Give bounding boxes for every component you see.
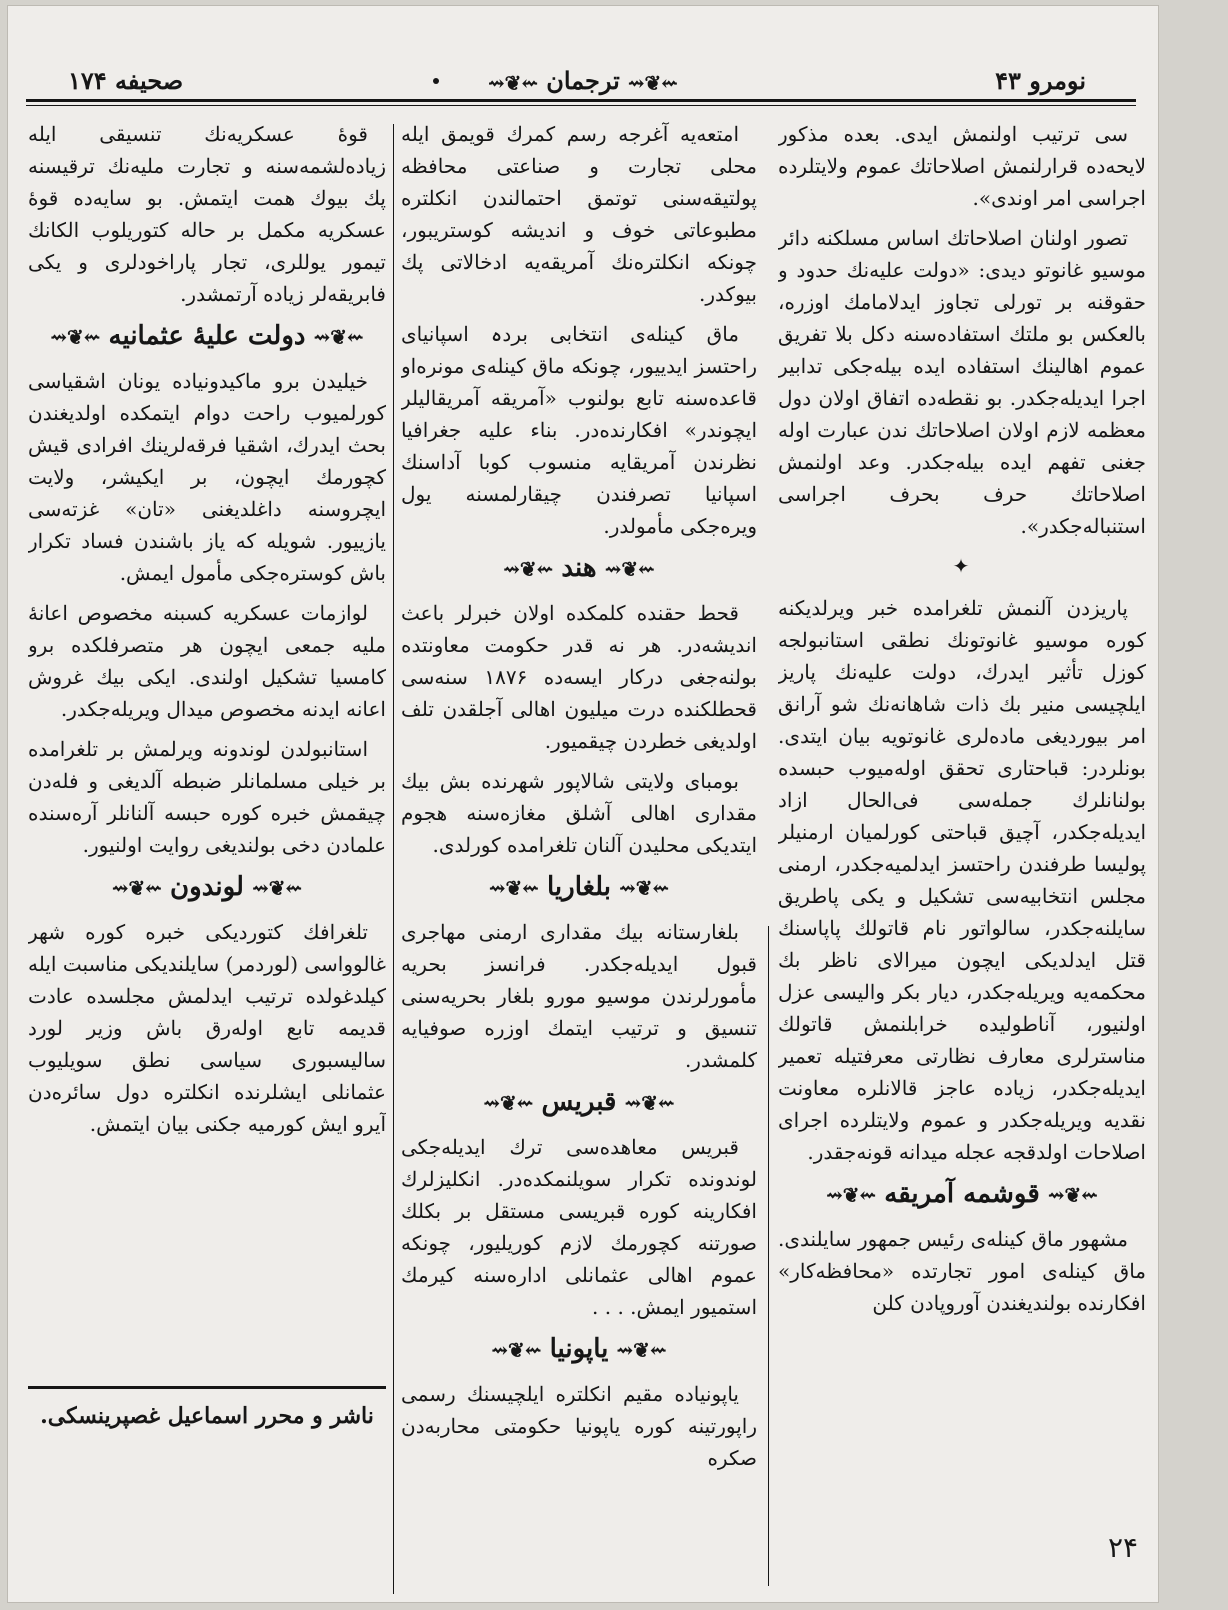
flourish-icon: ⇜❦⇝	[491, 1338, 542, 1362]
column-right	[778, 118, 1146, 1598]
flourish-icon: ⇜❦⇝	[313, 325, 364, 349]
section-heading-cyprus	[401, 1086, 757, 1119]
flourish-icon: ⇜❦⇝	[1047, 1183, 1099, 1207]
heading-text: هند	[561, 553, 597, 583]
title-ornament-icon: ⇜❦⇝	[487, 70, 539, 95]
publisher-line: ناشر و محرر اسماعیل غصپرینسکی.	[28, 1386, 386, 1429]
heading-text: بلغاریا	[546, 872, 612, 902]
article-paragraph: امتعه‌یه آغرجه رسم کمرك قویمق ایله محلی تجارت و صناعتی محافظه پولتیقه‌سنی توتمق احتمالندن انکلتره مطبوعاتی خوف و اندیشه کوستریبور، چونکه انکلتره‌نك آمریقه‌یه ادخالاتی پك بیوکدر.	[401, 122, 757, 306]
article-paragraph: بلغارستانه بیك مقداری ارمنی مهاجری قبول ایدیله‌جکدر. فرانسز بحریه مأمورلرندن موسیو مورو بلغار بحریه‌سنی تنسیق و ترتیب ایتمك اوزره صوفیایه کلمشدر.	[401, 920, 757, 1072]
heading-text: قبریس	[541, 1087, 617, 1117]
article-paragraph: پاریزدن آلنمش تلغرامده خبر ویرلدیکنه کوره موسیو غانوتونك نطقی استانبولجه کوزل تأثیر ایدرك، دولت علیه‌نك پاریز ایلچیسی منیر بك ذات شاهانه‌نك شو آرانق امر بیوردیغی ماده‌لری غانوتویه بیان ایتدی. بونلردر: قباحتاری تحقق اوله‌میوب حبسده بولنانلرك جمله‌سی فی‌الحال ازاد ایدیله‌جکدر، آچیق قباحتی کورلمیان ارمنیلر پولیسا طرفندن راحتسز ایدلمیه‌جکدر، ارمنی مجلس انتخابیه‌سی تشکیل و یکی پاطریق سایلنه‌جکدر، سالواتور نام قاتولك پاپاسنك قتل ایدلدیکی ایچون میرالای ناظر بك محکمه‌یه ویریله‌جکدر، دیار بکر والیسی عزل اولنیور، آناطولیده خرابلنمش قاتولك مناسترلری معارف نظارتی معرفتیله تعمیر ایدیله‌جکدر، زیاده عاجز قالانلره معاونت نقدیه ویریله‌جکدر و عموم ولایتلرده اجرای اصلاحات اولدقجه عجله میدانه قونه‌جقدر.	[778, 596, 1146, 1164]
column-divider-right	[768, 926, 769, 1586]
heading-text: قوشمه آمریقه	[884, 1179, 1040, 1209]
heading-text: یاپونیا	[549, 1334, 609, 1364]
flourish-icon: ⇜❦⇝	[825, 1183, 877, 1207]
article-paragraph: سی ترتیب اولنمش ایدی. بعده مذکور لایحه‌ده قرارلنمش اصلاحاتك عموم ولایتلرده اجراسی امر اوندی».	[778, 122, 1146, 210]
page-number: صحیفه ۱۷۴	[68, 66, 184, 95]
article-paragraph: خیلیدن برو ماکیدونیاده یونان اشقیاسی کورلمیوب راحت دوام ایتمکده اولدیغندن بحث ایدرك، اشقیا فرقه‌لرینك افرادی قیش کچورمك ایچون، بر ایکیشر، ولایت ایچروسنه داغلدیغنی «تان» غزته‌سی یازییور. شویله که یاز باشندن فساد تکرار باش کوستره‌جکی مأمول ایمش.	[28, 369, 386, 585]
section-heading-ottoman	[28, 320, 386, 353]
section-heading-london	[28, 871, 386, 904]
page-header	[8, 66, 1158, 102]
heading-text: لوندون	[170, 872, 244, 902]
flourish-icon: ⇜❦⇝	[503, 557, 554, 581]
flourish-icon: ⇜❦⇝	[488, 876, 539, 900]
article-paragraph: ماق کینله‌ی انتخابی بردہ اسپانیای راحتسز ایدییور، چونکه ماق کینله‌ی مونره‌او قاعده‌سنه تابع بولنوب «آمریقه آمریقالیلر ایچوندر» افکارنده‌در. بناء علیه جغرافیا نظرندن آمریقایه منسوب کوبا آداسنك اسپانیا تصرفندن چیقارلمسنه یول ویره‌جکی مأمولدر.	[401, 322, 757, 538]
flourish-icon: ⇜❦⇝	[624, 1091, 675, 1115]
section-heading-america	[778, 1178, 1146, 1211]
article-paragraph: تلغرافك کتوردیکی خبره کوره شهر غالوواسی (لوردمر) سایلندیکی مناسبت ایله کیلدغولده ترتیب ایدلمش مجلسده عادت قدیمه تابع اوله‌رق باش وزیر لورد سالیسبوری سیاسی نطق سویلیوب عثمانلی ایشلرنده انکلتره دول سائره‌دن آیرو ایش کورمیه جکنی بیان ایتمش.	[28, 920, 386, 1136]
section-heading-bulgaria	[401, 871, 757, 904]
issue-number: نومرو ۴۳	[995, 66, 1086, 95]
flourish-icon: ⇜❦⇝	[619, 876, 670, 900]
column-divider-left	[393, 124, 394, 1594]
article-paragraph: قوهٔ عسکریه‌نك تنسیقی ایله زیاده‌لشمه‌سنه و تجارت ملیه‌نك ترقیسنه پك بیوك همت ایتمش. بو سایه‌ده قوهٔ عسکریه مکمل بر حاله کتوریلوب الکانك تیمور یوللری، تجار پاراخودلری و یکی فابریقه‌لر زیاده آرتمشدر.	[28, 122, 386, 306]
section-separator-icon: ✦	[952, 554, 972, 578]
flourish-icon: ⇜❦⇝	[50, 325, 101, 349]
section-heading-india	[401, 552, 757, 585]
article-paragraph: استانبولدن لوندونه ویرلمش بر تلغرامده بر خیلی مسلمانلر ضبطه آلدیغی و فله‌دن چیقمش خبره کوره حبسه آلنانلر آره‌سنده علمادن دخی بولندیغی روایت اولنیور.	[28, 737, 386, 857]
article-paragraph: قبریس معاهده‌سی ترك ایدیله‌جکی لوندونده تکرار سویلنمکده‌در. انکلیزلرك افکارینه کوره قبریسی مستقل بر بکلك صورتنه کچورمك لازم کوریلیور، چونکه عموم اهالی عثمانلی اداره‌سنه کیرمك استمیور ایمش. . . .	[401, 1135, 757, 1319]
article-paragraph: بومبای ولایتی شالاپور شهرنده بش بیك مقداری اهالی آشلق مغازه‌سنه هجوم ایتدیکی محلیدن آلنان تلغرامده کورلدی.	[401, 769, 757, 857]
corner-mark: ۲۴	[1108, 1531, 1139, 1564]
article-paragraph: مشهور ماق کینله‌ی رئیس جمهور سایلندی. ماق کینله‌ی امور تجارتده «محافظه‌کار» افکارنده بولندیغندن آوروپادن کلن	[778, 1227, 1146, 1315]
masthead-name: ترجمان	[546, 66, 620, 95]
header-rule	[26, 99, 1136, 102]
article-paragraph: تصور اولنان اصلاحاتك اساس مسلکنه دائر موسیو غانوتو دیدی: «دولت علیه‌نك حدود و حقوقنه بر تورلی تجاوز ایدلامامك اوزره، بالعکس بو ملتك استفاده‌سنه دکل بلا تفریق عموم اهالینك استفاده ایده بیله‌جکی تدابیر اجرا ایدیله‌جکدر. بو نقطه‌ده اتفاق اولان دول معظمه لازم اولان اصلاحاتك ندن عبارت اوله جغنی تفهم ایده بیله‌جکدر. وعد اولنمش اصلاحاتك حرف بحرف اجراسی استنباله‌جکدر».	[778, 226, 1146, 538]
title-ornament-icon: ⇜❦⇝	[627, 70, 679, 95]
newspaper-page	[8, 6, 1158, 1602]
header-rule-thin	[26, 105, 1136, 106]
article-paragraph: لوازمات عسکریه کسبنه مخصوص اعانهٔ ملیه جمعی ایچون هر متصرفلکده برو کامسیا تشکیل اولندی. ایکی بیك غروش اعانه ایدنه مخصوص میدال ویریله‌جکدر.	[28, 601, 386, 721]
flourish-icon: ⇜❦⇝	[616, 1338, 667, 1362]
column-left	[28, 118, 386, 1488]
section-heading-japan	[401, 1333, 757, 1366]
flourish-icon: ⇜❦⇝	[251, 876, 303, 900]
column-middle	[401, 118, 757, 1596]
heading-text: دولت علیهٔ عثمانیه	[108, 321, 306, 351]
article-paragraph: قحط حقنده کلمکده اولان خبرلر باعث اندیشه‌در. هر نه قدر حکومت معاونتده بولنه‌جغی درکار ایسه‌ده ۱۸۷۶ سنه‌سی قحطلکنده درت میلیون اهالی آجلقدن تلف اولدیغی خطردن چیقمیور.	[401, 601, 757, 753]
flourish-icon: ⇜❦⇝	[604, 557, 655, 581]
flourish-icon: ⇜❦⇝	[483, 1091, 534, 1115]
header-dot-icon	[433, 78, 439, 84]
flourish-icon: ⇜❦⇝	[111, 876, 163, 900]
article-paragraph: یاپونیاده مقیم انکلتره ایلچیسنك رسمی راپورتینه کوره یاپونیا حکومتی محاربه‌دن صکره	[401, 1382, 757, 1470]
